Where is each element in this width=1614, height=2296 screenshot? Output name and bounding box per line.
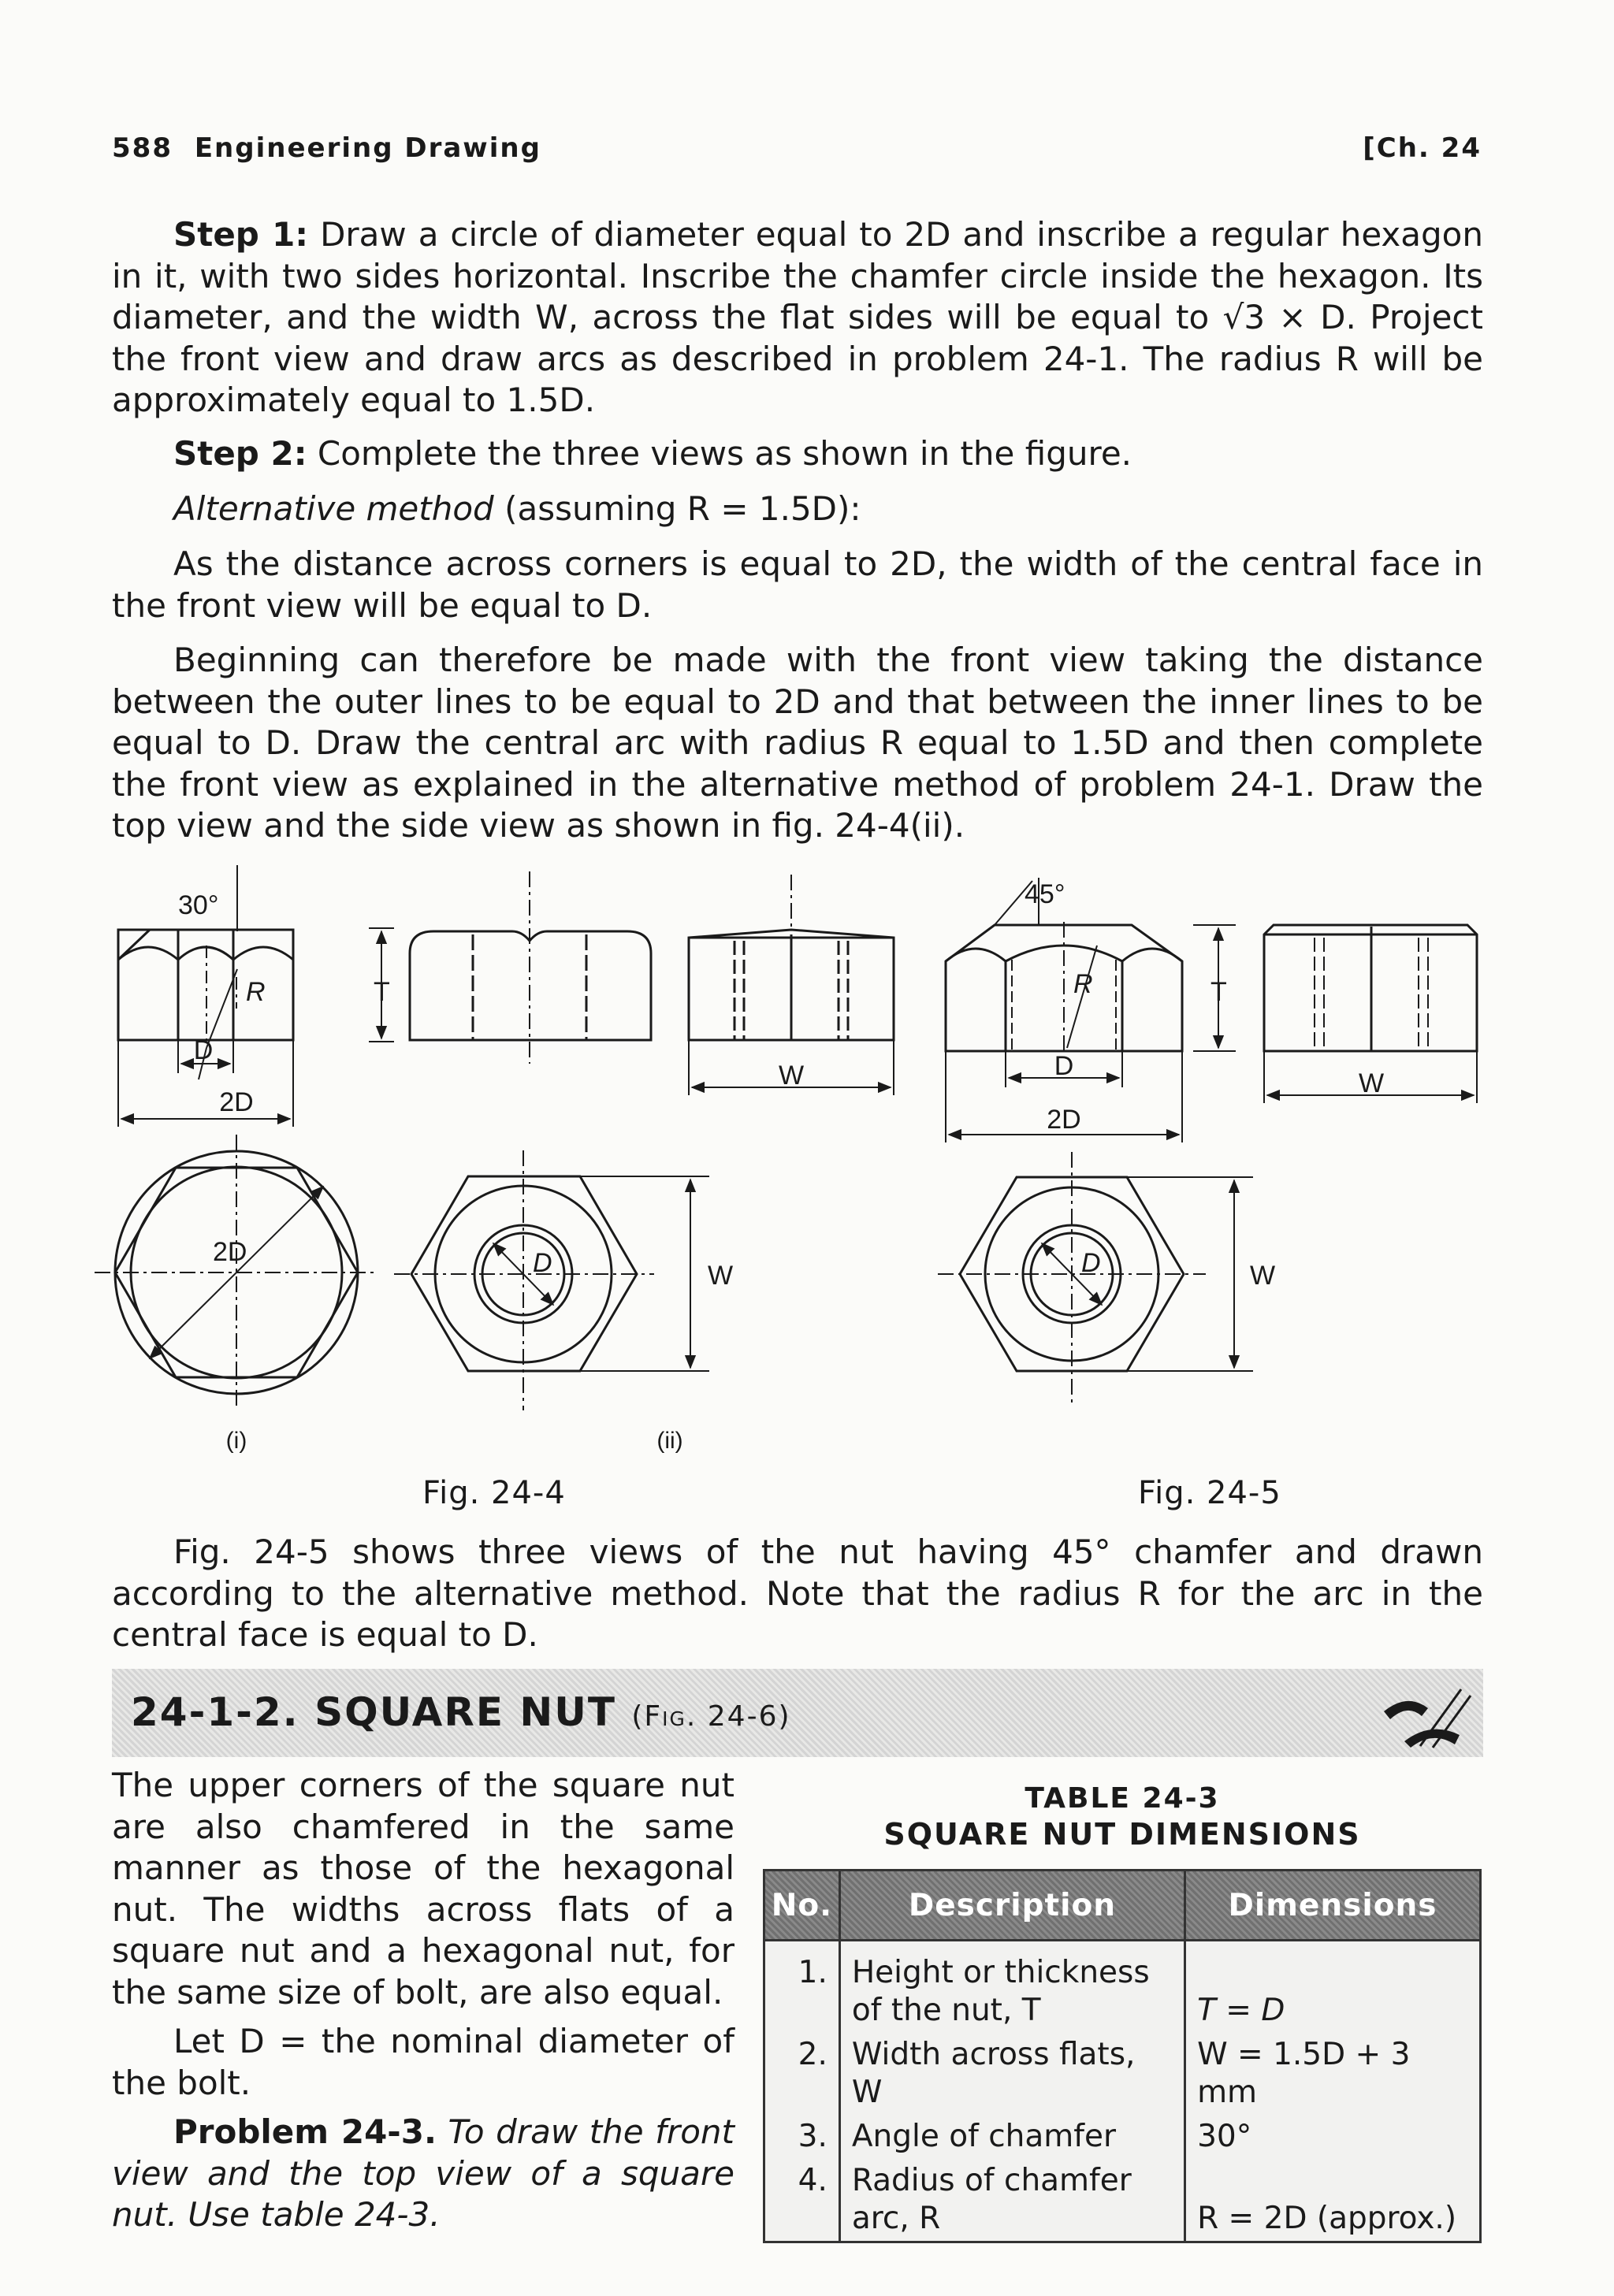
page-number: 588 bbox=[112, 132, 173, 164]
beginning-paragraph: Beginning can therefore be made with the front view taking the distance between the outer lines to be equal to 2D and that between the inner lines to be equal to D. Draw the central arc with radius R equal to 1.5D and then complete the front view as explained in the alternative method of problem 24-1. Draw the top view and the side view as shown in fig. 24-4(ii). bbox=[112, 641, 1483, 845]
header-dimensions: Dimensions bbox=[1185, 1871, 1481, 1941]
problem-text: To draw the front view and the top view of a square nut. Use table 24-3. bbox=[112, 2112, 734, 2234]
row-dimension: 30° bbox=[1185, 2115, 1481, 2159]
two-D-label-45: 2D bbox=[1047, 1105, 1081, 1135]
subfig-i-label: (i) bbox=[225, 1428, 247, 1454]
decorative-swoosh-icon bbox=[1373, 1674, 1475, 1752]
table-row bbox=[764, 2033, 1481, 2115]
row-dimension: R = 2D (approx.) bbox=[1185, 2159, 1481, 2242]
alternative-label: Alternative method bbox=[173, 489, 494, 528]
two-D-label-i: 2D bbox=[219, 1087, 254, 1117]
D-label-top-ii: D bbox=[533, 1248, 552, 1278]
row-dimension: T = D bbox=[1185, 1941, 1481, 2034]
corners-paragraph: As the distance across corners is equal to 2D, the width of the central face in the front view will be equal to D. bbox=[112, 544, 1483, 625]
two-D-diagonal-label: 2D bbox=[213, 1237, 247, 1267]
T-label-i: T bbox=[374, 977, 390, 1007]
step2-text: Complete the three views as shown in the figure. bbox=[317, 434, 1132, 473]
let-D-line: Let D = the nominal diameter of the bolt. bbox=[112, 2022, 734, 2102]
table-row bbox=[764, 2159, 1481, 2242]
row-description: Angle of chamfer bbox=[839, 2115, 1184, 2159]
alternative-method-line bbox=[112, 489, 1483, 530]
nut-drawings-figure bbox=[0, 859, 1614, 1513]
running-header bbox=[112, 132, 541, 164]
fig-24-4-i-top-view bbox=[95, 1135, 378, 1410]
D-label-top-45: D bbox=[1081, 1248, 1101, 1278]
fig-24-5-front-view bbox=[946, 878, 1182, 1142]
subfig-ii-label: (ii) bbox=[656, 1428, 683, 1454]
square-nut-dimensions-table bbox=[763, 1869, 1482, 2243]
row-description: Radius of chamfer arc, R bbox=[839, 2159, 1184, 2242]
table-row bbox=[764, 1941, 1481, 2034]
alternative-text: (assuming R = 1.5D): bbox=[504, 489, 861, 528]
section-title: 24-1-2. SQUARE NUT bbox=[131, 1689, 616, 1735]
row-no: 4. bbox=[764, 2159, 840, 2242]
W-label-ii: W bbox=[778, 1061, 805, 1090]
step2-paragraph bbox=[112, 433, 1483, 475]
step1-paragraph bbox=[112, 214, 1483, 422]
row-no: 2. bbox=[764, 2033, 840, 2115]
fig-24-5-paragraph: Fig. 24-5 shows three views of the nut having 45° chamfer and drawn according to the alternative method. Note that the radius R for the arc in the central face is equal to D. bbox=[112, 1533, 1483, 1654]
angle-45-label: 45° bbox=[1025, 879, 1065, 909]
section-banner bbox=[112, 1669, 1483, 1757]
chapter-label: [Ch. 24 bbox=[1363, 132, 1482, 164]
table-caption-line1: TABLE 24-3 bbox=[1025, 1782, 1220, 1815]
D-label-45: D bbox=[1054, 1051, 1074, 1081]
row-no: 3. bbox=[764, 2115, 840, 2159]
fig-24-4-i-side-view bbox=[410, 871, 651, 1064]
section-title-wrap bbox=[131, 1689, 791, 1735]
angle-30-label: 30° bbox=[178, 890, 219, 920]
fig-24-5-caption: Fig. 24-5 bbox=[1138, 1475, 1281, 1511]
left-column bbox=[112, 1765, 734, 2236]
square-nut-intro: The upper corners of the square nut are also chamfered in the same manner as those of the hexagonal nut. The widths across flats of a square nut and a hexagonal nut, for the same size of bolt, are also equal. bbox=[112, 1766, 734, 2012]
R-label-i: R bbox=[246, 977, 266, 1007]
section-subtitle: (Fig. 24-6) bbox=[631, 1700, 791, 1733]
fig-24-4-caption: Fig. 24-4 bbox=[422, 1475, 566, 1511]
problem-24-3 bbox=[112, 2112, 734, 2236]
R-label-45: R bbox=[1073, 969, 1093, 999]
table-caption-line2: SQUARE NUT DIMENSIONS bbox=[883, 1817, 1361, 1852]
step1-text: Draw a circle of diameter equal to 2D and inscribe a regular hexagon in it, with two sides horizontal. Inscribe the chamfer circle inside the hexagon. Its diameter, and the width W, across the flat sides will be equal to √3 × D. Project the front view and draw arcs as described in problem 24-1. The radius R will be approximately equal to 1.5D. bbox=[112, 215, 1483, 419]
fig-24-4-ii-top-view bbox=[394, 1150, 709, 1410]
table-row bbox=[764, 2115, 1481, 2159]
W-label-top-45: W bbox=[1250, 1261, 1276, 1291]
T-label-45: T bbox=[1210, 977, 1227, 1007]
row-no: 1. bbox=[764, 1941, 840, 2034]
W-label-top-ii: W bbox=[708, 1261, 734, 1291]
header-no: No. bbox=[764, 1871, 840, 1941]
header-description: Description bbox=[839, 1871, 1184, 1941]
step1-label: Step 1: bbox=[173, 215, 309, 254]
row-description: Height or thickness of the nut, T bbox=[839, 1941, 1184, 2034]
D-label-i: D bbox=[193, 1035, 214, 1065]
W-label-45: W bbox=[1358, 1068, 1385, 1098]
row-description: Width across flats, W bbox=[839, 2033, 1184, 2115]
problem-label: Problem 24-3. bbox=[173, 2112, 437, 2151]
row-dimension: W = 1.5D + 3 mm bbox=[1185, 2033, 1481, 2115]
book-title: Engineering Drawing bbox=[194, 132, 541, 164]
step2-label: Step 2: bbox=[173, 434, 307, 473]
